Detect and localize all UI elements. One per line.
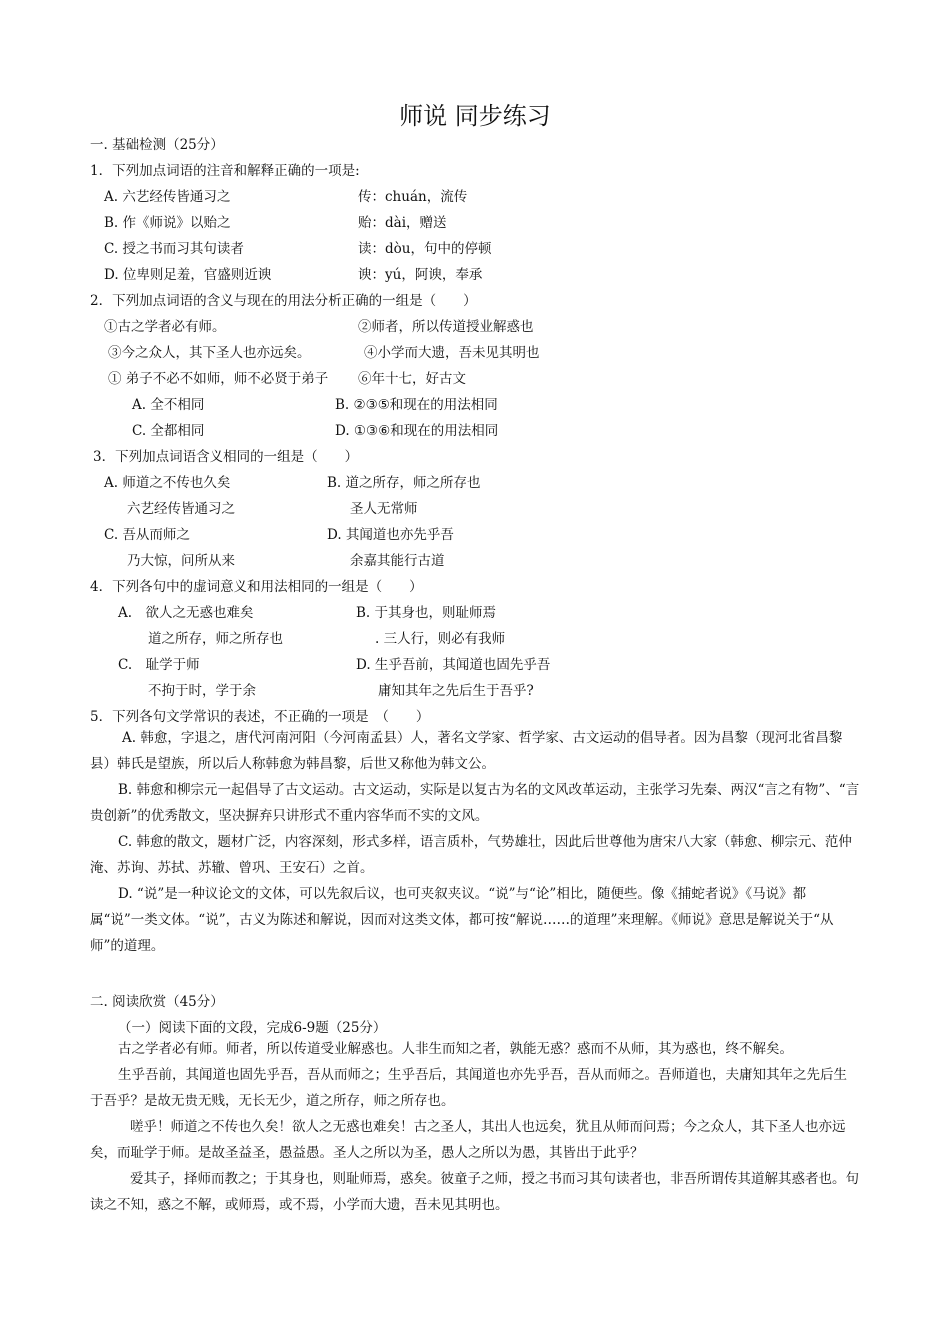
q3-row-4-left: 乃大惊，问所从来 xyxy=(127,553,235,569)
q1-option-a: A. 六艺经传皆通习之 xyxy=(104,189,231,205)
q3-row-1-left: A. 师道之不传也久矣 xyxy=(104,475,231,491)
q2-item-6: ⑥年十七，好古文 xyxy=(358,371,466,387)
q2-option-a: A. 全不相同 xyxy=(132,397,205,413)
q5-option-c: C. 韩愈的散文，题材广泛，内容深刻，形式多样，语言质朴，气势雄壮，因此后世尊他为唐宋八大家（韩愈、柳宗元、范仲淹、苏询、苏拭、苏辙、曾巩、王安石）之首。 xyxy=(90,834,852,876)
q1-option-b-note: 贻：dài，赠送 xyxy=(358,215,447,231)
q5-option-b: B. 韩愈和柳宗元一起倡导了古文运动。古文运动，实际是以复古为名的文风改革运动，主张学习先秦、两汉“言之有物”、“言贵创新”的优秀散文，坚决摒弃只讲形式不重内容华而不实的文风。 xyxy=(90,782,860,824)
page-title: 师说 同步练习 xyxy=(399,102,551,130)
q2-item-3: ③今之众人，其下圣人也亦远矣。 xyxy=(108,345,311,361)
q2-item-2: ②师者，所以传道授业解惑也 xyxy=(358,319,534,335)
q3-row-2-right: 圣人无常师 xyxy=(350,501,418,517)
q4-row-4-right: 庸知其年之先后生于吾乎? xyxy=(378,683,534,699)
passage-paragraph-3: 嗟乎！师道之不传也久矣！欲人之无惑也难矣！古之圣人，其出人也远矣，犹且从师而问焉；今之众人，其下圣人也亦远矣，而耻学于师。是故圣益圣，愚益愚。圣人之所以为圣，愚人之所以为愚，其皆出于此乎？ xyxy=(90,1119,846,1161)
q2-option-b: B. ②③⑤和现在的用法相同 xyxy=(335,397,498,413)
q1-stem: 1．下列加点词语的注音和解释正确的一项是: xyxy=(90,163,360,179)
q4-row-1-right: B. 于其身也，则耻师焉 xyxy=(356,605,497,621)
q3-stem: 3．下列加点词语含义相同的一组是（ ） xyxy=(93,449,359,465)
q1-option-a-note: 传：chuán，流传 xyxy=(358,189,468,205)
q1-option-c: C. 授之书而习其句读者 xyxy=(104,241,244,257)
q2-item-5: ① 弟子不必不如师，师不必贤于弟子 xyxy=(108,371,329,387)
q4-row-2-right: . 三人行，则必有我师 xyxy=(375,631,506,647)
q1-option-b: B. 作《师说》以贻之 xyxy=(104,215,231,231)
q5-option-a: A. 韩愈，字退之，唐代河南河阳（今河南孟县）人，著名文学家、哲学家、古文运动的倡导者。因为昌黎（现河北省昌黎县）韩氏是望族，所以后人称韩愈为韩昌黎，后世又称他为韩文公。 xyxy=(90,730,843,772)
section-1-heading: 一. 基础检测（25分） xyxy=(90,137,224,153)
q3-row-4-right: 余嘉其能行古道 xyxy=(350,553,445,569)
q4-stem: 4．下列各句中的虚词意义和用法相同的一组是（ ） xyxy=(90,579,423,595)
q3-row-1-right: B. 道之所存，师之所存也 xyxy=(327,475,481,491)
reading-instruction: （一）阅读下面的文段，完成6-9题（25分） xyxy=(118,1020,387,1036)
q5-option-d: D. “说”是一种议论文的文体，可以先叙后议，也可夹叙夹议。“说”与“论”相比，随便些。像《捕蛇者说》《马说》都属“说”一类文体。“说”，古义为陈述和解说，因而对这类文体，都可按“解说……的道理”来理解。《师说》意思是解说关于“从师”的道理。 xyxy=(90,886,834,954)
q4-row-3-right: D. 生乎吾前，其闻道也固先乎吾 xyxy=(356,657,551,673)
passage-paragraph-2: 生乎吾前，其闻道也固先乎吾，吾从而师之；生乎吾后，其闻道也亦先乎吾，吾从而师之。吾师道也，夫庸知其年之先后生于吾乎？是故无贵无贱，无长无少，道之所存，师之所存也。 xyxy=(90,1067,847,1109)
q1-option-c-note: 读：dòu，句中的停顿 xyxy=(358,241,492,257)
q3-row-3-right: D. 其闻道也亦先乎吾 xyxy=(327,527,454,543)
q4-row-2-left: 道之所存，师之所存也 xyxy=(148,631,283,647)
q4-row-1-left: A. 欲人之无惑也难矣 xyxy=(118,605,254,621)
q2-option-d: D. ①③⑥和现在的用法相同 xyxy=(335,423,499,439)
q5-stem: 5．下列各句文学常识的表述，不正确的一项是 （ ） xyxy=(90,709,430,725)
q2-option-c: C. 全都相同 xyxy=(132,423,205,439)
q2-item-1: ①古之学者必有师。 xyxy=(104,319,226,335)
q4-row-4-left: 不拘于时，学于余 xyxy=(148,683,256,699)
q1-option-d: D. 位卑则足羞，官盛则近谀 xyxy=(104,267,272,283)
section-2-heading: 二. 阅读欣赏（45分） xyxy=(90,994,224,1010)
q1-option-d-note: 谀：yú，阿谀，奉承 xyxy=(358,267,483,283)
passage-paragraph-4: 爱其子，择师而教之；于其身也，则耻师焉，惑矣。彼童子之师，授之书而习其句读者也，非吾所谓传其道解其惑者也。句读之不知，惑之不解，或师焉，或不焉，小学而大遗，吾未见其明也。 xyxy=(90,1171,859,1213)
q2-stem: 2．下列加点词语的含义与现在的用法分析正确的一组是（ ） xyxy=(90,293,477,309)
q4-row-3-left: C. 耻学于师 xyxy=(118,657,200,673)
q3-row-2-left: 六艺经传皆通习之 xyxy=(127,501,235,517)
q3-row-3-left: C. 吾从而师之 xyxy=(104,527,190,543)
q2-item-4: ④小学而大遗，吾未见其明也 xyxy=(364,345,540,361)
passage-paragraph-1: 古之学者必有师。师者，所以传道受业解惑也。人非生而知之者，孰能无惑？惑而不从师，其为惑也，终不解矣。 xyxy=(118,1041,793,1057)
